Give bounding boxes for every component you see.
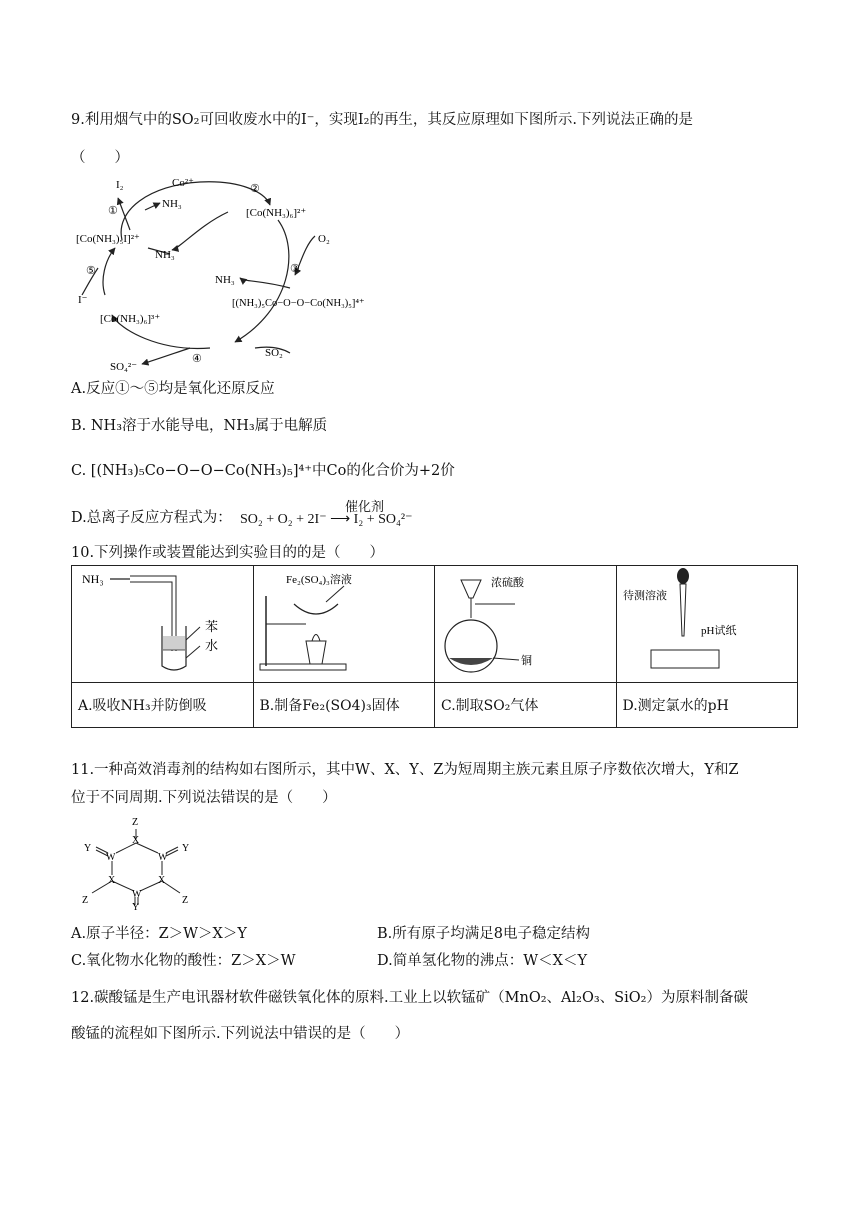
apparatus-c-acid-label: 浓硫酸 — [491, 577, 524, 589]
q9-option-c: C. [(NH₃)₅Co−O−O−Co(NH₃)₅]⁴⁺中Co的化合价为+2价 — [71, 463, 455, 479]
diagram-step1: ① — [108, 205, 118, 217]
apparatus-d-solution-label: 待测溶液 — [622, 590, 667, 602]
diagram-co-nh3-6-2plus: [Co(NH₃)₆]²⁺ — [246, 207, 307, 219]
q11-option-c: C.氧化物水化物的酸性：Z＞X＞W — [71, 953, 296, 969]
q10-apparatus-a — [72, 566, 254, 683]
structure-x-right: X — [158, 875, 166, 886]
apparatus-a-benzene-label: 苯 — [205, 619, 219, 634]
structure-x-top: X — [132, 835, 140, 846]
q9-option-d-prefix: D.总离子反应方程式为： — [71, 510, 232, 526]
apparatus-a-drawing — [72, 566, 252, 678]
apparatus-b-solution-label: Fe₂(SO₄)₃溶液 — [285, 574, 352, 586]
q10-caption-c: C.制取SO₂气体 — [435, 683, 617, 728]
q10-apparatus-table — [71, 565, 798, 728]
q10-apparatus-d — [616, 566, 798, 683]
diagram-peroxo: [(NH₃)₅Co−O−O−Co(NH₃)₅]⁴⁺ — [232, 298, 365, 309]
q10-caption-a: A.吸收NH₃并防倒吸 — [72, 683, 254, 728]
diagram-nh3-mid: NH₃ — [155, 249, 175, 261]
structure-w-bottom: W — [132, 889, 142, 900]
q11-option-d: D.简单氢化物的沸点：W＜X＜Y — [377, 953, 588, 969]
diagram-nh3-right: NH₃ — [215, 274, 235, 286]
q11-option-a: A.原子半径：Z＞W＞X＞Y — [71, 926, 247, 942]
structure-y-left: Y — [84, 843, 92, 854]
diagram-i-minus: I⁻ — [78, 294, 88, 306]
diagram-nh3-top: NH₃ — [162, 198, 182, 210]
diagram-co-nh3-6-3plus: [Co(NH₃)₆]³⁺ — [100, 313, 161, 325]
q10-caption-b: B.制备Fe₂(SO4)₃固体 — [253, 683, 435, 728]
q12-stem-line1: 12.碳酸锰是生产电讯器材软件磁铁氧化体的原料.工业上以软锰矿（MnO₂、Al₂O₃、SiO₂）为原料制备碳 — [71, 990, 748, 1006]
structure-y-bottom: Y — [132, 902, 140, 910]
diagram-step3: ③ — [290, 263, 300, 275]
diagram-step2: ② — [250, 183, 260, 195]
diagram-o2: O₂ — [318, 233, 330, 245]
apparatus-d-drawing — [617, 566, 797, 678]
q10-apparatus-b — [253, 566, 435, 683]
q10-stem: 10.下列操作或装置能达到实验目的的是（ ） — [71, 545, 385, 561]
q11-option-b: B.所有原子均满足8电子稳定结构 — [377, 926, 590, 942]
q9-option-d-equation: SO₂ + O₂ + 2I⁻ ⟶ I₂ + SO₄²⁻ — [240, 512, 413, 527]
diagram-so4: SO₄²⁻ — [110, 361, 138, 373]
diagram-co-nh3-5i: [Co(NH₃)₅I]²⁺ — [76, 233, 140, 245]
q9-option-d-catalyst: 催化剂 — [345, 499, 385, 514]
apparatus-a-nh3-label: NH₃ — [82, 572, 104, 586]
diagram-i2: I₂ — [116, 179, 124, 191]
structure-z-right: Z — [182, 895, 189, 906]
apparatus-c-copper-label: 铜 — [521, 655, 532, 667]
apparatus-a-water-label: 水 — [205, 638, 219, 653]
apparatus-b-drawing — [254, 566, 434, 678]
diagram-step4: ④ — [192, 353, 202, 365]
diagram-so2: SO₂ — [265, 347, 283, 359]
diagram-step5: ⑤ — [86, 265, 96, 277]
structure-w-left: W — [106, 852, 116, 863]
q9-reaction-diagram — [60, 170, 400, 380]
apparatus-d-ph-paper-label: pH试纸 — [700, 625, 736, 637]
structure-y-right: Y — [182, 843, 190, 854]
q12-stem-line2: 酸锰的流程如下图所示.下列说法中错误的是（ ） — [71, 1026, 410, 1042]
q11-structure — [72, 815, 202, 910]
q9-option-a: A.反应①～⑤均是氧化还原反应 — [71, 381, 275, 397]
apparatus-c-drawing — [435, 566, 615, 678]
structure-x-left: X — [108, 875, 116, 886]
structure-z-left: Z — [82, 895, 89, 906]
q10-caption-d: D.测定氯水的pH — [616, 683, 798, 728]
q11-stem-line2: 位于不同周期.下列说法错误的是（ ） — [71, 790, 337, 806]
q10-apparatus-c — [435, 566, 617, 683]
q9-paren: （ ） — [71, 150, 129, 166]
q9-option-b: B. NH₃溶于水能导电，NH₃属于电解质 — [71, 418, 328, 434]
q9-stem: 9.利用烟气中的SO₂可回收废水中的I⁻，实现I₂的再生，其反应原理如下图所示.下列说法正确的是 — [71, 112, 693, 128]
structure-w-right: W — [158, 852, 168, 863]
diagram-co2plus: Co²⁺ — [172, 177, 194, 189]
q11-stem-line1: 11.一种高效消毒剂的结构如右图所示，其中W、X、Y、Z为短周期主族元素且原子序数依次增大，Y和Z — [71, 762, 739, 778]
structure-z-top: Z — [132, 817, 139, 828]
